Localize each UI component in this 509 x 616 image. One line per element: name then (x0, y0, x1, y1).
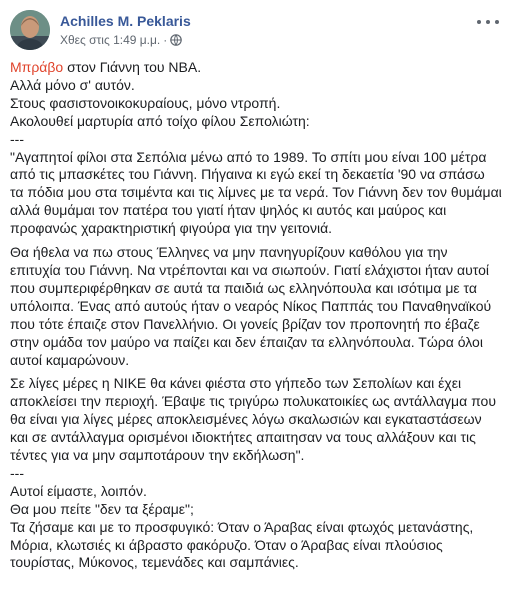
quote-paragraph-1: "Αγαπητοί φίλοι στα Σεπόλια μένω από το 1989. Το σπίτι μου είναι 100 μέτρα από τις μπασκέτες του Γιάννη. Πήγαινα κι εγώ εκεί τη δεκαετία '90 να σπάσω τα πόδια μου στα τσιμέντα και τις λίμνες με τα νερά. Τον Γιάννη δεν τον θυμάμαι αλλά θυμάμαι τον πατέρα του γιατί ήταν ψηλός κι αυτός και μαύρος και προφανώς χαρακτηριστική φιγούρα για την γειτονιά. (10, 148, 502, 237)
more-options-icon[interactable] (477, 14, 499, 30)
globe-icon[interactable] (170, 34, 182, 49)
post-line-3: Στους φασιστονοικοκυραίους, μόνο ντροπή. (10, 94, 281, 111)
avatar[interactable] (10, 10, 50, 50)
post-body (10, 59, 502, 572)
separator-1: --- (10, 130, 24, 147)
quote-paragraph-2: Θα ήθελα να πω στους Έλληνες να μην πανηγυρίζουν καθόλου για την επιτυχία του Γιάννη. Να ντρέπονται και να σιωπούν. Γιατί ελάχιστοι ήταν αυτοί που συμπεριφέρθηκαν σε αυτά τα παιδιά ως ελληνόπουλα και ισότιμα με τα υπόλοιπα. Ένας από αυτούς ήταν ο νεαρός Νίκος Παππάς του Παναθηναϊκού που τότε έπαιζε στον Πανελλήνιο. Οι γονείς βρίζαν τον προπονητή πο έβαζε στην ομάδα τον μαύρο να παίζει και δεν έπαιζαν τα ελληνόπουλα. Τώρα όλοι αυτοί καμαρώνουν. (10, 244, 492, 368)
post-header (10, 10, 501, 54)
separator-2: --- (10, 464, 24, 481)
post-timestamp[interactable]: Χθες στις 1:49 μ.μ. (60, 33, 161, 47)
post-line-4: Ακολουθεί μαρτυρία από τοίχο φίλου Σεπολιώτη: (10, 112, 310, 129)
closing-line-2: Θα μου πείτε "δεν τα ξέραμε"; (10, 500, 194, 517)
meta-separator: · (163, 33, 168, 47)
post-meta (60, 33, 182, 49)
post-line-1 (10, 59, 502, 77)
closing-line-1: Αυτοί είμαστε, λοιπόν. (10, 482, 147, 499)
mention-bravo[interactable]: Μπράβο (10, 59, 64, 75)
author-name[interactable]: Achilles M. Peklaris (60, 13, 191, 29)
avatar-photo (10, 10, 50, 50)
quote-paragraph-3: Σε λίγες μέρες η NIKE θα κάνει φιέστα στο γήπεδο των Σεπολίων και έχει αποκλείσει την περιοχή. Έβαψε τις τριγύρω πολυκατοικίες ως αντάλλαγμα που θα είναι για λίγες μέρες αποκλεισμένες λόγω σκαλωσιών και εγκαταστάσεων και σε αντάλλαγμα ορισμένοι ιδιοκτήτες απαιτησαν να τους αλλάξουν και τις τέντες για να μην σαμποτάρουν την εκδήλωση". (10, 375, 497, 464)
post-line-2: Αλλά μόνο σ' αυτόν. (10, 76, 135, 93)
closing-line-3: Τα ζήσαμε και με το προσφυγικό: Όταν ο Άραβας είναι φτωχός μετανάστης, Μόρια, κλωτσιές κι άβραστο φακόρυζο. Όταν ο Άραβας είναι πλούσιος τουρίστας, Μύκονος, τεμενάδες και σαμπάνιες. (10, 518, 474, 571)
post-line-1-rest: στον Γιάννη του NBA. (63, 59, 202, 75)
